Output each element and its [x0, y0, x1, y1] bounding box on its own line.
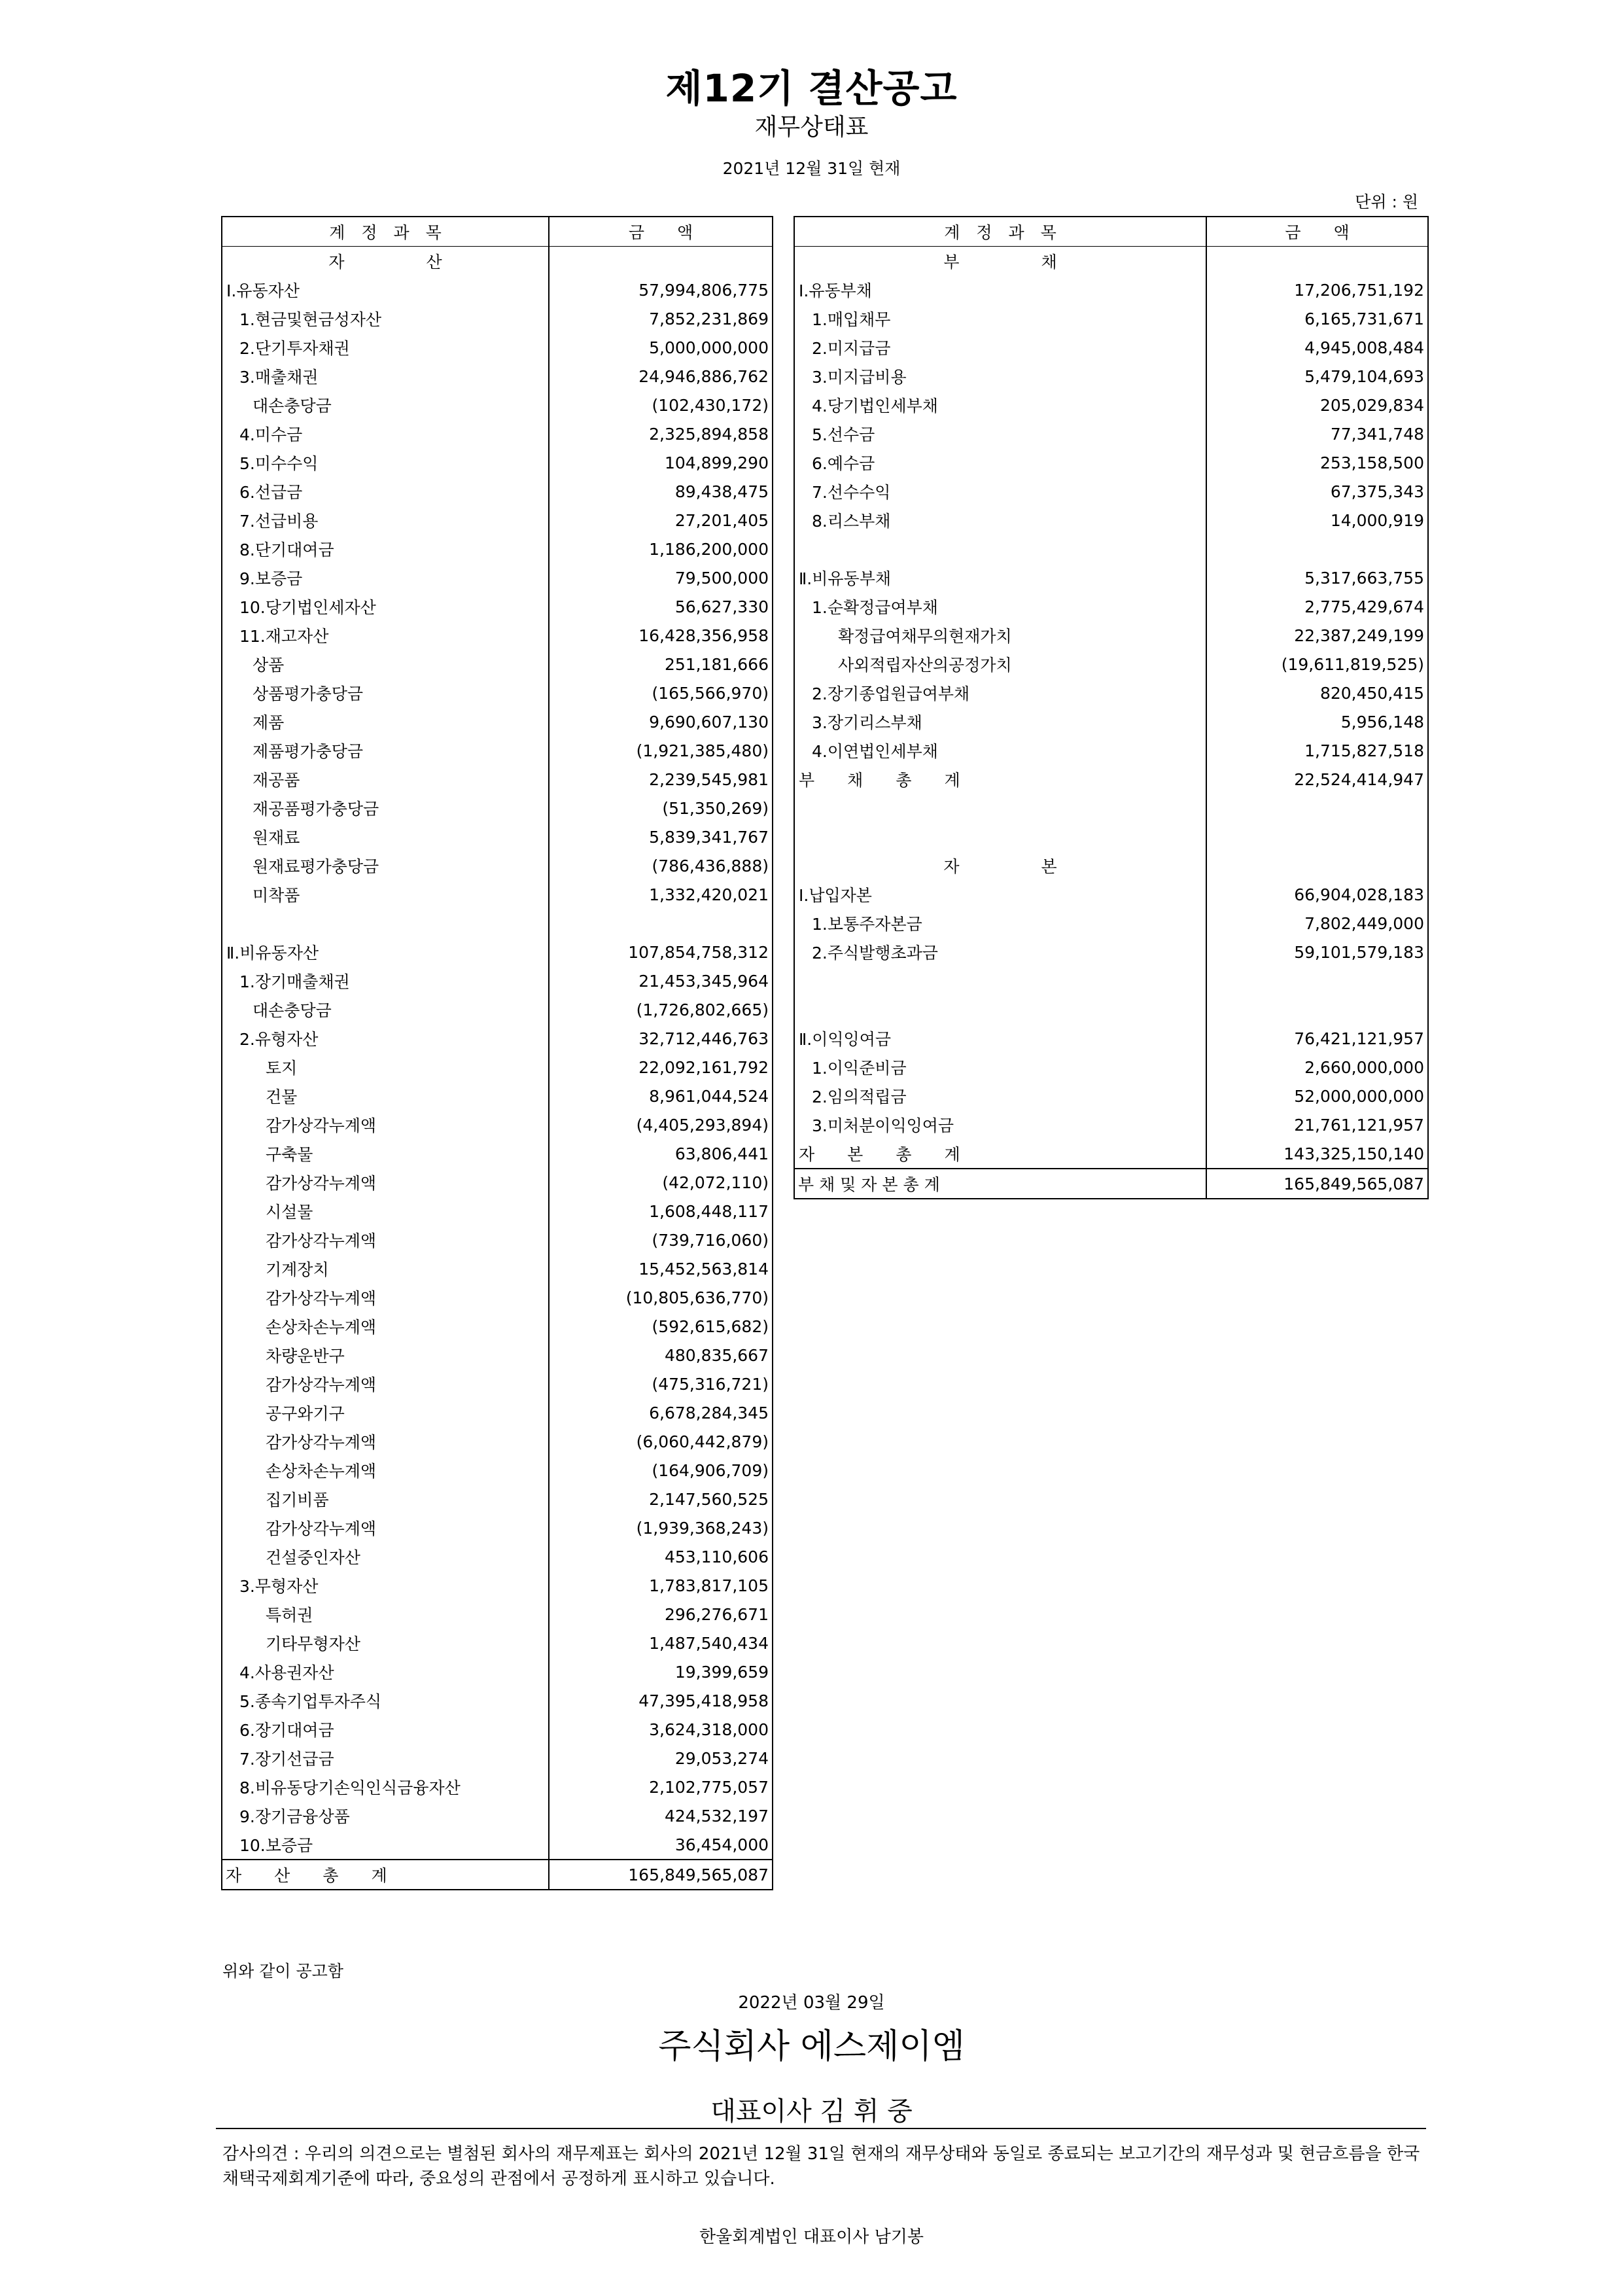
account-name: 1.장기매출채권	[239, 972, 350, 991]
account-name: 3.장기리스부채	[812, 713, 922, 732]
amount-cell: 2,239,545,981	[549, 765, 773, 794]
assets-body	[222, 247, 773, 1860]
table-row	[222, 1485, 773, 1513]
account-name: 2.장기종업원급여부채	[812, 684, 970, 703]
announcement-note: 위와 같이 공고함	[222, 1962, 343, 1981]
amount-cell: 2,102,775,057	[549, 1773, 773, 1801]
account-name: 재공품평가충당금	[253, 800, 379, 819]
table-row	[222, 851, 773, 880]
account-name: 집기비품	[266, 1491, 329, 1510]
account-name: 5.미수수익	[239, 454, 319, 473]
account-name: 원재료평가충당금	[253, 857, 379, 876]
table-row	[794, 535, 1428, 563]
table-row	[794, 448, 1428, 477]
account-name	[794, 794, 1206, 822]
account-name: 손상차손누계액	[266, 1318, 377, 1337]
auditor-name: 한울회계법인 대표이사 남기봉	[699, 2227, 924, 2247]
account-name: 부 채	[943, 253, 1057, 272]
amount-cell: 296,276,671	[549, 1600, 773, 1629]
table-row	[222, 1254, 773, 1283]
table-row	[222, 1571, 773, 1600]
amount-cell: 47,395,418,958	[549, 1686, 773, 1715]
liabilities-equity-body	[794, 247, 1428, 1169]
table-row	[794, 621, 1428, 650]
amount-cell: 5,839,341,767	[549, 822, 773, 851]
table-row	[222, 1053, 773, 1082]
amount-cell: (1,921,385,480)	[549, 736, 773, 765]
table-row	[222, 448, 773, 477]
amount-cell: 205,029,834	[1206, 391, 1428, 419]
table-row	[222, 822, 773, 851]
amount-cell: 66,904,028,183	[1206, 880, 1428, 909]
table-row	[222, 966, 773, 995]
liabilities-equity-table	[794, 216, 1429, 1199]
amount-cell: 29,053,274	[549, 1744, 773, 1773]
amount-column-header: 금 액	[549, 217, 773, 247]
amount-cell	[1206, 851, 1428, 880]
table-row	[222, 995, 773, 1024]
amount-cell: (592,615,682)	[549, 1312, 773, 1341]
account-name: Ⅰ.유동부채	[799, 281, 872, 300]
account-name: 감가상각누계액	[266, 1433, 377, 1452]
account-name: 4.이연법인세부채	[812, 742, 938, 761]
table-row	[794, 707, 1428, 736]
amount-cell	[1206, 995, 1428, 1024]
amount-cell	[1206, 794, 1428, 822]
account-name: 건설중인자산	[266, 1548, 360, 1567]
table-row	[222, 1139, 773, 1168]
table-row	[222, 736, 773, 765]
account-name: 감가상각누계액	[266, 1116, 377, 1135]
account-name: 1.현금및현금성자산	[239, 310, 382, 329]
table-row	[222, 333, 773, 362]
amount-cell: 5,317,663,755	[1206, 563, 1428, 592]
amount-cell: 5,000,000,000	[549, 333, 773, 362]
table-row	[794, 1082, 1428, 1110]
account-name: 차량운반구	[266, 1347, 345, 1366]
amount-cell	[1206, 966, 1428, 995]
table-row	[222, 650, 773, 679]
table-row	[222, 1312, 773, 1341]
amount-cell: 22,387,249,199	[1206, 621, 1428, 650]
table-row	[222, 535, 773, 563]
table-row	[222, 1801, 773, 1830]
table-row	[222, 1657, 773, 1686]
table-row	[222, 477, 773, 506]
liabilities-header-row	[794, 217, 1428, 247]
account-name: 4.사용권자산	[239, 1663, 334, 1682]
amount-cell: (475,316,721)	[549, 1369, 773, 1398]
account-name: 5.선수금	[812, 425, 875, 444]
account-name: 10.보증금	[239, 1836, 313, 1855]
account-name	[794, 822, 1206, 851]
table-row	[222, 765, 773, 794]
account-name: 9.장기금융상품	[239, 1807, 350, 1826]
table-row	[794, 736, 1428, 765]
table-row	[794, 650, 1428, 679]
account-name: 제품	[253, 713, 285, 732]
account-name: 기계장치	[266, 1260, 329, 1279]
account-name: Ⅰ.유동자산	[226, 281, 300, 300]
amount-cell: 480,835,667	[549, 1341, 773, 1369]
amount-cell: (10,805,636,770)	[549, 1283, 773, 1312]
amount-cell: (164,906,709)	[549, 1456, 773, 1485]
table-row	[222, 880, 773, 909]
account-name: 감가상각누계액	[266, 1231, 377, 1250]
amount-cell: 27,201,405	[549, 506, 773, 535]
amount-cell: 15,452,563,814	[549, 1254, 773, 1283]
table-row	[794, 1139, 1428, 1169]
table-row	[222, 1283, 773, 1312]
account-name: 1.매입채무	[812, 310, 891, 329]
table-row	[794, 304, 1428, 333]
table-row	[794, 563, 1428, 592]
account-name: 7.선급비용	[239, 512, 319, 531]
table-row	[794, 995, 1428, 1024]
account-name	[794, 535, 1206, 563]
amount-cell	[1206, 822, 1428, 851]
table-row	[222, 1226, 773, 1254]
table-row	[222, 938, 773, 966]
table-row	[794, 1110, 1428, 1139]
amount-cell: 1,715,827,518	[1206, 736, 1428, 765]
table-row	[222, 391, 773, 419]
amount-column-header: 금 액	[1206, 217, 1428, 247]
amount-cell: 19,399,659	[549, 1657, 773, 1686]
amount-cell: 63,806,441	[549, 1139, 773, 1168]
amount-cell: 24,946,886,762	[549, 362, 773, 391]
account-name: 대손충당금	[253, 1001, 332, 1020]
table-row	[222, 1715, 773, 1744]
table-row	[794, 506, 1428, 535]
assets-header-row	[222, 217, 773, 247]
account-name: 원재료	[253, 828, 300, 847]
table-row	[794, 1024, 1428, 1053]
account-name	[794, 995, 1206, 1024]
table-row	[222, 1629, 773, 1657]
amount-cell: 56,627,330	[549, 592, 773, 621]
account-name: 손상차손누계액	[266, 1462, 377, 1481]
account-name: 3.미처분이익잉여금	[812, 1116, 954, 1135]
statement-date: 2021년 12월 31일 현재	[722, 159, 901, 178]
account-name: 2.주식발행초과금	[812, 944, 938, 963]
table-row	[222, 506, 773, 535]
page-title: 제12기 결산공고	[665, 66, 958, 111]
amount-cell: 1,783,817,105	[549, 1571, 773, 1600]
table-row	[222, 563, 773, 592]
table-row	[794, 247, 1428, 276]
table-row	[222, 304, 773, 333]
account-name: 미착품	[253, 886, 300, 905]
amount-cell: 3,624,318,000	[549, 1715, 773, 1744]
account-name: 1.순확정급여부채	[812, 598, 938, 617]
account-name: 8.단기대여금	[239, 540, 334, 559]
amount-cell: 17,206,751,192	[1206, 275, 1428, 304]
amount-cell: (102,430,172)	[549, 391, 773, 419]
table-row	[222, 1427, 773, 1456]
account-name: 4.당기법인세부채	[812, 397, 938, 415]
account-name: 구축물	[266, 1145, 313, 1164]
amount-cell: (4,405,293,894)	[549, 1110, 773, 1139]
unit-label: 단위 : 원	[1355, 192, 1418, 211]
account-name: 10.당기법인세자산	[239, 598, 376, 617]
account-name: 7.선수수익	[812, 483, 891, 502]
amount-cell: 8,961,044,524	[549, 1082, 773, 1110]
table-row	[222, 1369, 773, 1398]
table-row	[222, 1744, 773, 1773]
amount-cell: 36,454,000	[549, 1830, 773, 1860]
account-name: 상품	[253, 656, 285, 675]
amount-cell: 52,000,000,000	[1206, 1082, 1428, 1110]
amount-cell: 32,712,446,763	[549, 1024, 773, 1053]
account-column-header: 계 정 과 목	[222, 217, 549, 247]
amount-cell: 89,438,475	[549, 477, 773, 506]
account-name: 감가상각누계액	[266, 1375, 377, 1394]
account-name: 대손충당금	[253, 397, 332, 415]
account-name: 기타무형자산	[266, 1634, 360, 1653]
amount-cell: (165,566,970)	[549, 679, 773, 707]
account-name: 7.장기선급금	[239, 1750, 334, 1769]
amount-cell: 104,899,290	[549, 448, 773, 477]
amount-cell: 143,325,150,140	[1206, 1139, 1428, 1169]
account-name: Ⅱ.비유동자산	[226, 944, 319, 963]
account-name: 자 산	[328, 253, 442, 272]
table-row	[222, 1110, 773, 1139]
amount-cell: 22,524,414,947	[1206, 765, 1428, 794]
table-row	[222, 794, 773, 822]
table-row	[222, 247, 773, 276]
account-name: 자 본 총 계	[799, 1145, 960, 1164]
account-name: 특허권	[266, 1606, 313, 1625]
table-row	[794, 966, 1428, 995]
table-row	[222, 1341, 773, 1369]
amount-cell: 7,852,231,869	[549, 304, 773, 333]
table-row	[222, 707, 773, 736]
assets-total-amount: 165,849,565,087	[549, 1860, 773, 1890]
amount-cell: 1,332,420,021	[549, 880, 773, 909]
company-name: 주식회사 에스제이엠	[658, 2027, 965, 2066]
account-name: 감가상각누계액	[266, 1289, 377, 1308]
account-name: 사외적립자산의공정가치	[838, 656, 1012, 675]
account-name: 건물	[266, 1087, 298, 1106]
assets-total-label: 자 산 총 계	[222, 1860, 549, 1890]
account-name: 부 채 총 계	[799, 771, 960, 790]
account-name: 확정급여채무의현재가치	[838, 627, 1012, 646]
amount-cell: 22,092,161,792	[549, 1053, 773, 1082]
amount-cell: 251,181,666	[549, 650, 773, 679]
amount-cell	[549, 909, 773, 938]
account-name: 시설물	[266, 1203, 313, 1222]
amount-cell: (6,060,442,879)	[549, 1427, 773, 1456]
account-name: 감가상각누계액	[266, 1519, 377, 1538]
account-name: Ⅱ.비유동부채	[799, 569, 892, 588]
table-row	[222, 1542, 773, 1571]
amount-cell: 5,479,104,693	[1206, 362, 1428, 391]
account-name: 2.임의적립금	[812, 1087, 907, 1106]
amount-cell: 59,101,579,183	[1206, 938, 1428, 966]
account-name: 3.무형자산	[239, 1577, 319, 1596]
account-name: 1.이익준비금	[812, 1059, 907, 1078]
amount-cell: (739,716,060)	[549, 1226, 773, 1254]
amount-cell: 76,421,121,957	[1206, 1024, 1428, 1053]
account-column-header: 계 정 과 목	[794, 217, 1206, 247]
account-name	[794, 966, 1206, 995]
table-row	[222, 621, 773, 650]
table-row	[794, 1053, 1428, 1082]
ceo-name: 대표이사 김 휘 중	[710, 2096, 913, 2127]
amount-cell	[1206, 247, 1428, 276]
amount-cell: 21,453,345,964	[549, 966, 773, 995]
table-row	[222, 1830, 773, 1860]
table-row	[222, 592, 773, 621]
account-name: 감가상각누계액	[266, 1174, 377, 1193]
amount-cell: 67,375,343	[1206, 477, 1428, 506]
assets-table	[221, 216, 773, 1890]
liabilities-equity-total-label: 부 채 및 자 본 총 계	[794, 1169, 1206, 1199]
amount-cell: 6,678,284,345	[549, 1398, 773, 1427]
amount-cell: (19,611,819,525)	[1206, 650, 1428, 679]
table-row	[222, 1600, 773, 1629]
amount-cell	[1206, 535, 1428, 563]
amount-cell: 1,487,540,434	[549, 1629, 773, 1657]
amount-cell: 1,608,448,117	[549, 1197, 773, 1226]
amount-cell: 6,165,731,671	[1206, 304, 1428, 333]
table-row	[222, 1686, 773, 1715]
amount-cell: 14,000,919	[1206, 506, 1428, 535]
account-name: 3.매출채권	[239, 368, 319, 387]
amount-cell: 253,158,500	[1206, 448, 1428, 477]
amount-cell: 2,660,000,000	[1206, 1053, 1428, 1082]
amount-cell: (42,072,110)	[549, 1168, 773, 1197]
account-name: 공구와기구	[266, 1404, 345, 1423]
account-name: 자 본	[943, 857, 1057, 876]
table-row	[794, 362, 1428, 391]
amount-cell: 79,500,000	[549, 563, 773, 592]
table-row	[222, 1082, 773, 1110]
table-row	[794, 391, 1428, 419]
table-row	[222, 1456, 773, 1485]
table-row	[222, 1197, 773, 1226]
table-row	[794, 880, 1428, 909]
account-name: 9.보증금	[239, 569, 303, 588]
amount-cell: 4,945,008,484	[1206, 333, 1428, 362]
table-row	[222, 362, 773, 391]
account-name: 8.리스부채	[812, 512, 891, 531]
amount-cell: (786,436,888)	[549, 851, 773, 880]
amount-cell: 77,341,748	[1206, 419, 1428, 448]
account-name: 1.보통주자본금	[812, 915, 922, 934]
amount-cell: 2,147,560,525	[549, 1485, 773, 1513]
liabilities-equity-total-row	[794, 1169, 1428, 1199]
amount-cell: 2,775,429,674	[1206, 592, 1428, 621]
table-row	[794, 794, 1428, 822]
table-row	[222, 679, 773, 707]
announcement-date: 2022년 03월 29일	[738, 1993, 885, 2013]
account-name: 2.단기투자채권	[239, 339, 350, 358]
account-name: 11.재고자산	[239, 627, 329, 646]
audit-opinion: 감사의견 : 우리의 의견으로는 별첨된 회사의 재무제표는 회사의 2021년 12월 31일 현재의 재무상태와 동일로 종료되는 보고기간의 재무성과 및 현금흐름을 한국채택국제회계기준에 따라, 중요성의 관점에서 공정하게 표시하고 있습니다.	[222, 2144, 1420, 2189]
amount-cell: (1,939,368,243)	[549, 1513, 773, 1542]
account-name: Ⅰ.납입자본	[799, 886, 872, 905]
account-name: 6.선급금	[239, 483, 303, 502]
table-row	[794, 477, 1428, 506]
statement-subtitle: 재무상태표	[754, 114, 869, 141]
amount-cell: 2,325,894,858	[549, 419, 773, 448]
account-name: 8.비유동당기손익인식금융자산	[239, 1778, 461, 1797]
amount-cell: 1,186,200,000	[549, 535, 773, 563]
account-name: 5.종속기업투자주식	[239, 1692, 382, 1711]
table-row	[794, 275, 1428, 304]
amount-cell: (51,350,269)	[549, 794, 773, 822]
account-name: 3.미지급비용	[812, 368, 907, 387]
account-name: 2.유형자산	[239, 1030, 319, 1049]
amount-cell: 16,428,356,958	[549, 621, 773, 650]
assets-total-row	[222, 1860, 773, 1890]
table-row	[794, 822, 1428, 851]
table-row	[794, 333, 1428, 362]
table-row	[222, 419, 773, 448]
table-row	[794, 909, 1428, 938]
table-row	[222, 1398, 773, 1427]
table-row	[222, 1024, 773, 1053]
amount-cell: 57,994,806,775	[549, 275, 773, 304]
table-row	[794, 851, 1428, 880]
account-name: 4.미수금	[239, 425, 303, 444]
table-row	[222, 1773, 773, 1801]
account-name: Ⅱ.이익잉여금	[799, 1030, 892, 1049]
amount-cell: 453,110,606	[549, 1542, 773, 1571]
table-row	[794, 679, 1428, 707]
table-row	[222, 1168, 773, 1197]
amount-cell: 424,532,197	[549, 1801, 773, 1830]
amount-cell: 21,761,121,957	[1206, 1110, 1428, 1139]
amount-cell: 9,690,607,130	[549, 707, 773, 736]
amount-cell	[549, 247, 773, 276]
amount-cell: 7,802,449,000	[1206, 909, 1428, 938]
table-row	[794, 938, 1428, 966]
account-name: 상품평가충당금	[253, 684, 364, 703]
divider	[216, 2128, 1426, 2129]
table-row	[222, 1513, 773, 1542]
table-row	[222, 909, 773, 938]
account-name: 6.예수금	[812, 454, 875, 473]
account-name	[222, 909, 549, 938]
amount-cell: 820,450,415	[1206, 679, 1428, 707]
table-row	[794, 765, 1428, 794]
table-row	[222, 275, 773, 304]
amount-cell: 107,854,758,312	[549, 938, 773, 966]
account-name: 2.미지급금	[812, 339, 891, 358]
account-name: 토지	[266, 1059, 298, 1078]
account-name: 제품평가충당금	[253, 742, 364, 761]
amount-cell: 5,956,148	[1206, 707, 1428, 736]
account-name: 재공품	[253, 771, 300, 790]
liabilities-equity-total-amount: 165,849,565,087	[1206, 1169, 1428, 1199]
table-row	[794, 592, 1428, 621]
table-row	[794, 419, 1428, 448]
amount-cell: (1,726,802,665)	[549, 995, 773, 1024]
account-name: 6.장기대여금	[239, 1721, 334, 1740]
